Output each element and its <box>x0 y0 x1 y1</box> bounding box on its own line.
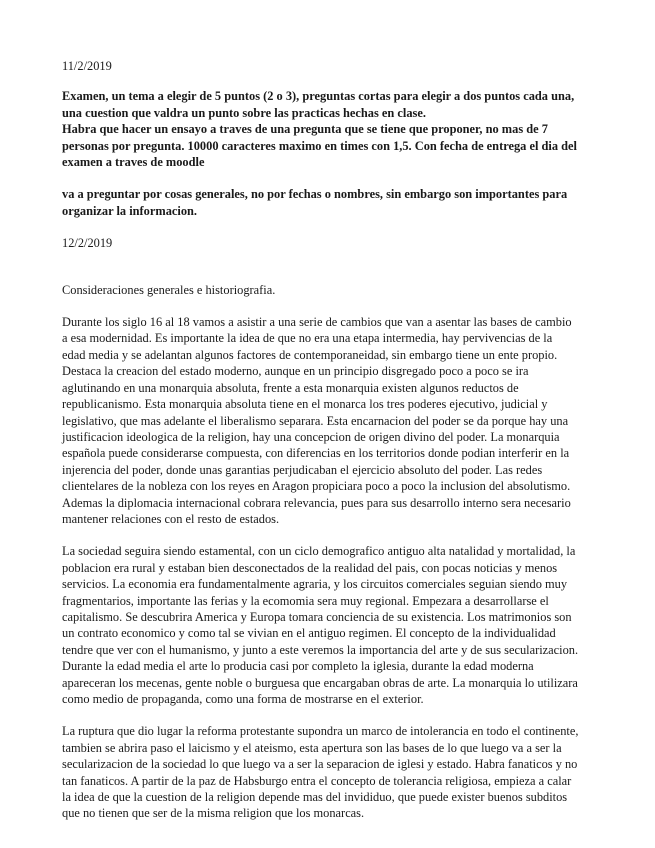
section-heading: Consideraciones generales e historiografia. <box>62 282 276 297</box>
paragraph-line: injerencia del poder, donde unas garantias perjudicaban el ejercicio absoluto del poder. Las redes <box>62 462 543 477</box>
paragraph-line: Ademas la diplomacia internacional cobrara relevancia, pues para sus desarrollo interno sera necesario <box>62 495 571 510</box>
paragraph-line: tan fanaticos. A partir de la paz de Habsburgo entra el concepto de tolerancia religiosa, empieza a calar <box>62 773 572 788</box>
paragraph-line: poblacion era rural y estaban bien desconectados de la realidad del pais, con pocas noticias y menos <box>62 560 558 575</box>
paragraph-line: tendre que ver con el humanismo, y junto a este veremos la importancia del arte y de sus secularizacion. <box>62 642 579 657</box>
general-note <box>62 186 602 219</box>
exam-line: Habra que hacer un ensayo a traves de una pregunta que se tiene que proponer, no mas de 7 <box>62 122 548 137</box>
paragraph-line: secularizacion de la sociedad lo que luego va a ser la separacion de iglesi y estado. Habra fanaticos y no <box>62 757 578 772</box>
paragraph-line: legislativo, que mas adelante el liberalismo separara. Esta encarnacion del poder se da porque hay una <box>62 413 569 428</box>
document-page <box>62 58 602 822</box>
exam-line: Examen, un tema a elegir de 5 puntos (2 o 3), preguntas cortas para elegir a dos puntos cada una, <box>62 89 575 104</box>
paragraph-line: La sociedad seguira siendo estamental, con un ciclo demografico antiguo alta natalidad y mortalidad, la <box>62 544 576 559</box>
general-line: organizar la informacion. <box>62 203 198 218</box>
paragraph-line: como medio de propaganda, como una forma de mostrarse en el exterior. <box>62 692 424 706</box>
paragraph-line: Durante los siglo 16 al 18 vamos a asistir a una serie de cambios que van a asentar las bases de cambio <box>62 315 572 330</box>
paragraph-line: la idea de que la cuestion de la religion depende mas del invididuo, que puede exister buenos subditos <box>62 790 568 805</box>
exam-line: personas por pregunta. 10000 caracteres maximo en times con 1,5. Con fecha de entrega el dia del <box>62 138 577 153</box>
paragraph-line: La ruptura que dio lugar la reforma protestante supondra un marco de intolerancia en todo el continente, <box>62 724 579 739</box>
paragraph-line: española puede considerarse compuesta, con diferencias en los territorios donde podian interferir en la <box>62 446 570 461</box>
paragraph-line: clientelares de la nobleza con los reyes en Aragon propiciara poco a poco la inclusion del absolutismo. <box>62 479 571 494</box>
date-1: 11/2/2019 <box>62 59 112 73</box>
paragraph-line: edad media y se adelantan algunos factores de contemporaneidad, sin embargo tiene un ente propio. <box>62 347 558 362</box>
paragraph-line: mantener relaciones con el resto de estados. <box>62 511 280 526</box>
paragraph-line: Destaca la creacion del estado moderno, aunque en un principio disgregado poco a poco se ira <box>62 364 529 379</box>
exam-line: examen a traves de moodle <box>62 155 205 170</box>
paragraph-line: Durante la edad media el arte lo producia casi por completo la iglesia, durante la edad moderna <box>62 659 534 674</box>
paragraph-line: un contrato economico y como tal se vivian en el antiguo regimen. El concepto de la individualidad <box>62 626 556 641</box>
paragraph-line: aglutinando en una monarquia absoluta, frente a esta monarquia existen algunos reductos de <box>62 380 519 395</box>
date-2: 12/2/2019 <box>62 236 113 251</box>
paragraph-line: fragmentarios, importante las ferias y la ecomomia sera muy regional. Empezara a desarrollarse el <box>62 593 549 608</box>
paragraph-line: capitalismo. Se descubrira America y Europa tomara conciencia de su existencia. Los matrimonios son <box>62 609 572 624</box>
paragraph-line: que no tienen que ser de la misma religion que los monarcas. <box>62 806 365 821</box>
paragraph-3 <box>62 723 602 821</box>
paragraph-1 <box>62 314 602 527</box>
paragraph-line: apareceran los mecenas, gente noble o burguesa que encargaban obras de arte. La monarquia lo utilizara <box>62 675 578 690</box>
general-line: va a preguntar por cosas generales, no por fechas o nombres, sin embargo son importantes para <box>62 187 568 202</box>
paragraph-2 <box>62 543 602 707</box>
paragraph-line: republicanismo. Esta monarquia absoluta tiene en el monarca los tres poderes ejecutivo, judicial y <box>62 397 548 412</box>
paragraph-line: tambien se abrira paso el laicismo y el ateismo, esta apertura son las bases de lo que luego va a ser la <box>62 740 562 755</box>
paragraph-line: justificacion ideologica de la religion, hay una concepcion de origen divino del poder. La monarquia <box>62 429 560 444</box>
paragraph-line: servicios. La economia era fundamentalmente agraria, y los circuitos comerciales seguian siendo muy <box>62 577 568 592</box>
exam-line: una cuestion que valdra un punto sobre las practicas hechas en clase. <box>62 105 426 120</box>
exam-info <box>62 88 602 170</box>
paragraph-line: a esa modernidad. Es importante la idea de que no era una etapa intermedia, hay pervivencias de la <box>62 331 553 346</box>
